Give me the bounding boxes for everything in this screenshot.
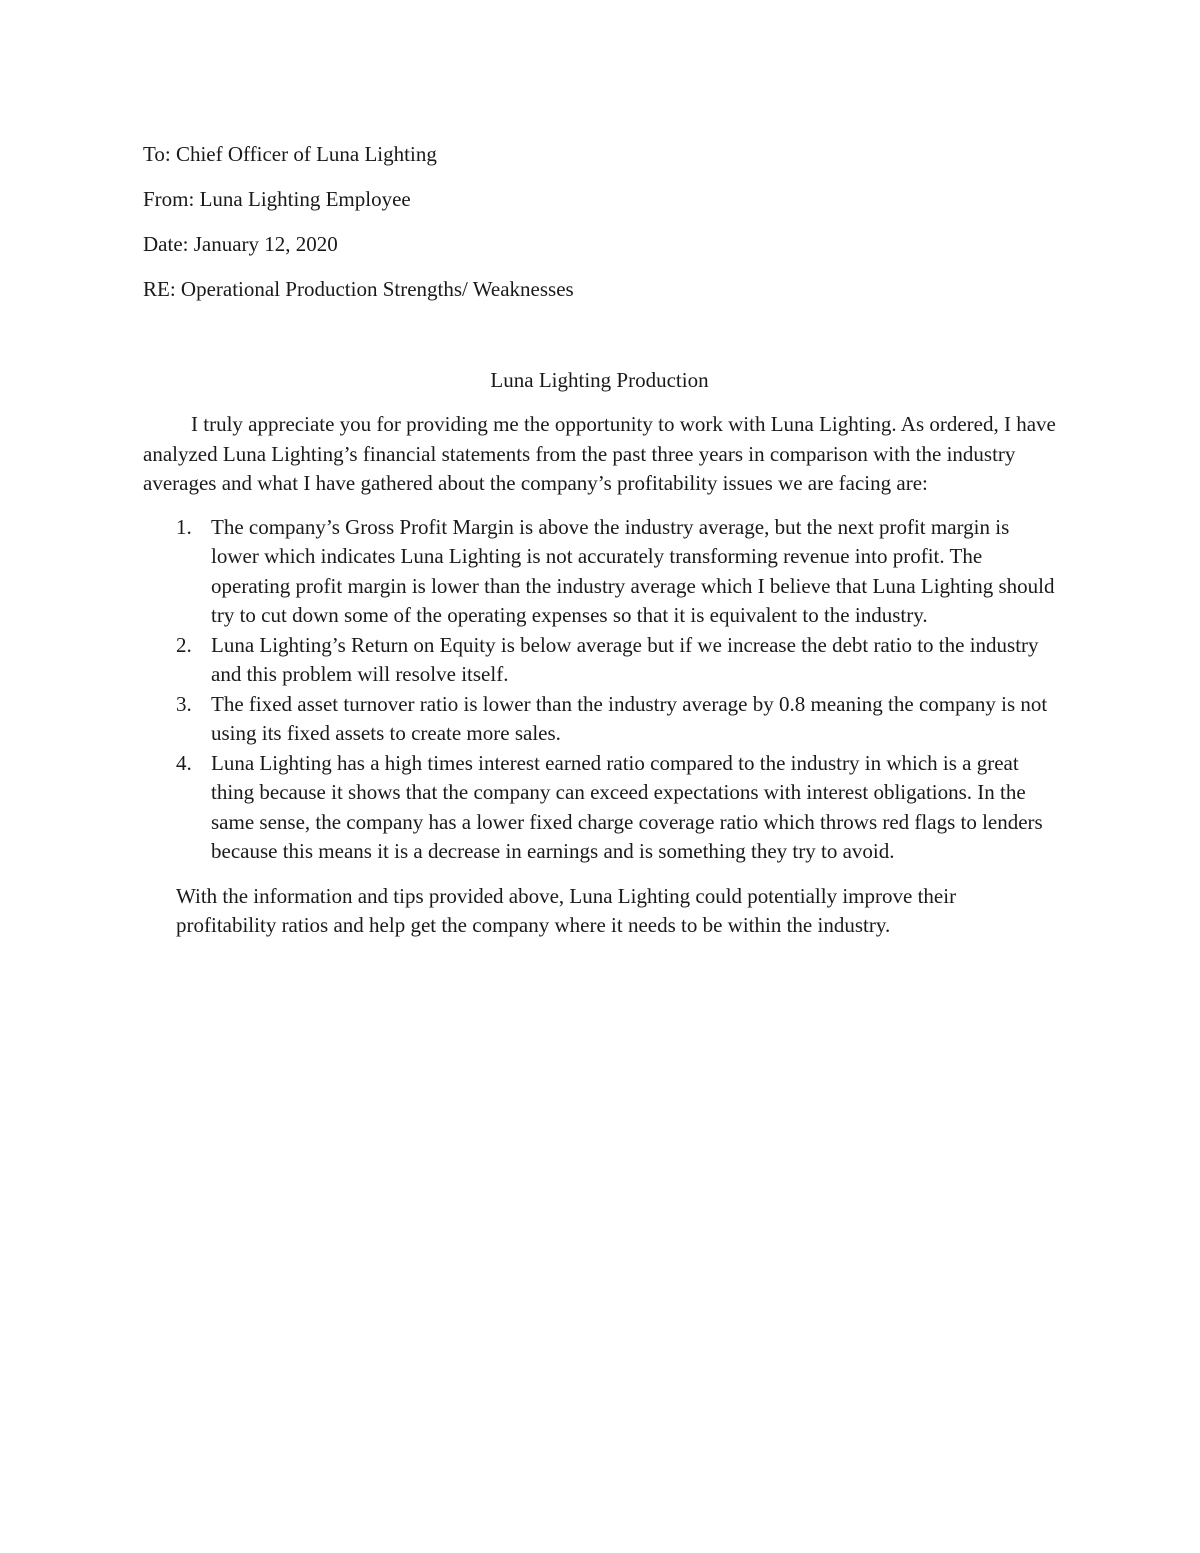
memo-from-line: From: Luna Lighting Employee xyxy=(143,187,411,211)
list-item xyxy=(143,690,1056,749)
memo-to-line: To: Chief Officer of Luna Lighting xyxy=(143,142,437,166)
list-item-number: 2. xyxy=(176,632,192,657)
list-item-text: Luna Lighting has a high times interest earned ratio compared to the industry in which is a great thing because it shows that the company can exceed expectations with interest obligations. In the same sense, the company has a lower fixed charge coverage ratio which throws red flags to lenders because this means it is a decrease in earnings and is something they try to avoid. xyxy=(211,750,1043,863)
list-item-number: 3. xyxy=(176,691,192,716)
list-item-text: The fixed asset turnover ratio is lower than the industry average by 0.8 meaning the company is not using its fixed assets to create more sales. xyxy=(211,691,1048,745)
list-item xyxy=(143,513,1056,631)
findings-list xyxy=(143,513,1056,867)
list-item-number: 1. xyxy=(176,514,192,539)
document-title: Luna Lighting Production xyxy=(490,368,709,392)
list-item-text: The company’s Gross Profit Margin is above the industry average, but the next profit margin is lower which indicates Luna Lighting is not accurately transforming revenue into profit. The operating profit margin is lower than the industry average which I believe that Luna Lighting should try to cut down some of the operating expenses so that it is equivalent to the industry. xyxy=(211,514,1055,627)
list-item xyxy=(143,749,1056,867)
list-item-text: Luna Lighting’s Return on Equity is below average but if we increase the debt ratio to the industry and this problem will resolve itself. xyxy=(211,632,1039,686)
closing-paragraph: With the information and tips provided above, Luna Lighting could potentially improve their profitability ratios and help get the company where it needs to be within the industry. xyxy=(176,883,957,937)
list-item-number: 4. xyxy=(176,750,192,775)
memo-subject-line: RE: Operational Production Strengths/ Weaknesses xyxy=(143,277,574,301)
intro-paragraph: I truly appreciate you for providing me the opportunity to work with Luna Lighting. As ordered, I have analyzed Luna Lighting’s financial statements from the past three years in comparison with the industry averages and what I have gathered about the company’s profitability issues we are facing are: xyxy=(143,412,1056,495)
document-body xyxy=(143,410,1056,941)
memo-header xyxy=(143,140,1063,320)
list-item xyxy=(143,631,1056,690)
memo-date-line: Date: January 12, 2020 xyxy=(143,232,338,256)
